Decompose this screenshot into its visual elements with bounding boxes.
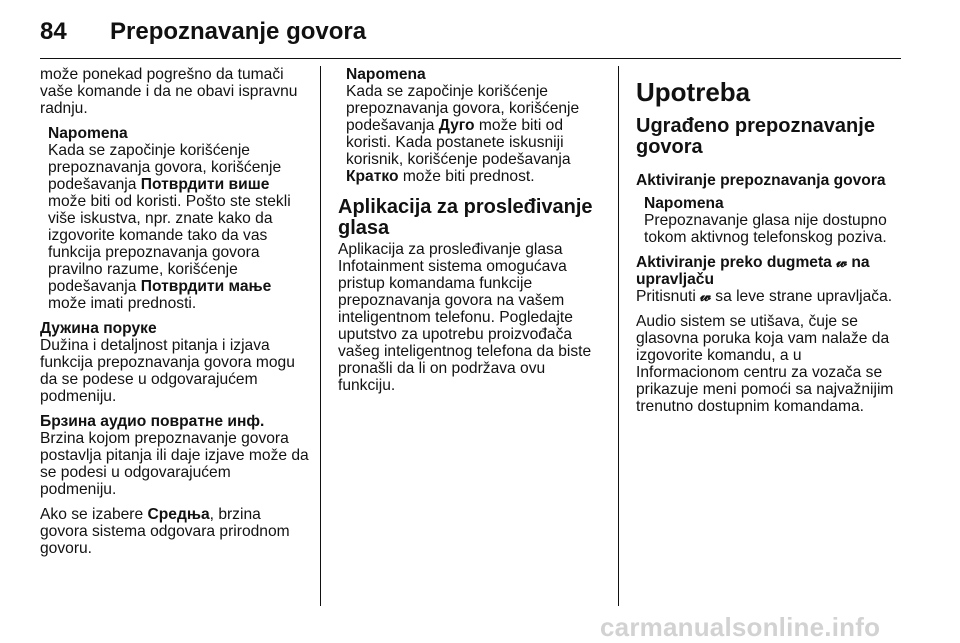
text-part: Aktiviranje preko dugmeta <box>636 254 837 271</box>
note-title: Napomena <box>644 195 724 212</box>
note-box <box>636 195 906 246</box>
note-text: Prepoznavanje glasa nije dostupno tokom aktivnog telefonskog poziva. <box>644 212 887 246</box>
section-body: Brzina kojom prepoznavanje govora postavlja pitanja ili daje izjave može da se podesi u odgovarajućem podmeniju. <box>40 430 309 498</box>
column-2 <box>338 66 604 402</box>
note-text-part: Kada se započinje korišćenje prepoznavanja govora, korišćenje podešavanja <box>48 142 282 193</box>
main-heading: Upotreba <box>636 77 751 107</box>
speech-button-icon: 𝓌 <box>700 288 711 305</box>
page-number: 84 <box>40 18 67 45</box>
setting-name: Дуго <box>438 117 475 134</box>
intro-paragraph: može ponekad pogrešno da tumači vaše komande i da ne obavi ispravnu radnju. <box>40 66 298 117</box>
setting-name: Потврдити мање <box>140 278 272 295</box>
section-title: Дужина поруке <box>40 320 157 337</box>
note-text <box>346 83 604 185</box>
column-1 <box>40 66 310 565</box>
setting-name: Средња <box>147 506 210 523</box>
page-title: Prepoznavanje govora <box>110 18 367 45</box>
setting-name: Потврдити више <box>140 176 270 193</box>
note-text-part: može biti prednost. <box>398 168 535 185</box>
section-body: Aplikacija za prosleđivanje glasa Infotainment sistema omogućava pristup komandama funkcije prepoznavanja govora na vašem inteligentnom telefonu. Pogledajte uputstvo za upotrebu proizvođača vašeg inteligentnog telefona da biste pronašli da li on podržava ovu funkciju. <box>338 241 592 394</box>
final-paragraph <box>40 506 310 557</box>
note-title: Napomena <box>346 66 426 83</box>
page-header <box>0 0 960 62</box>
section-title: Брзина аудио повратне инф. <box>40 413 265 430</box>
text-part: Ako se izabere <box>40 506 148 523</box>
description-paragraph: Audio sistem se utišava, čuje se glasovna poruka koja vam nalaže da izgovorite komandu, a u Informacionom centru za vozača se prikazuje meni pomoći sa najvažnijim trenutno dostupnim komandama. <box>636 313 894 415</box>
text-part: , brzina govora sistema odgovara prirodnom govoru. <box>40 506 290 557</box>
column-divider <box>618 66 619 606</box>
note-title: Napomena <box>48 125 128 142</box>
note-box <box>40 125 310 312</box>
note-text-part: može imati prednosti. <box>48 295 197 312</box>
text-part: na upravljaču <box>636 254 870 288</box>
note-text-part: Kada se započinje korišćenje prepoznavanja govora, korišćenje podešavanja <box>346 83 580 134</box>
section-body: Dužina i detaljnost pitanja i izjava funkcija prepoznavanja govora mogu da se podese u odgovarajućem podmeniju. <box>40 337 295 405</box>
sub-sub-heading: Aktiviranje prepoznavanja govora <box>636 172 886 189</box>
text-part: Pritisnuti <box>636 288 701 305</box>
note-box <box>338 66 604 185</box>
note-text <box>48 142 310 312</box>
text-part: sa leve strane upravljača. <box>710 288 893 305</box>
header-rule <box>40 58 901 59</box>
note-text-part: može biti od koristi. Pošto ste stekli više iskustva, npr. znate kako da izgovorite komande tako da vas funkcija prepoznavanja govora pravilno razume, korišćenje podešavanja <box>48 193 291 295</box>
note-text-part: može biti od koristi. Kada postanete iskusniji korisnik, korišćenje podešavanja <box>346 117 571 168</box>
button-heading <box>636 254 906 288</box>
watermark: carmanualsonline.info <box>600 612 881 642</box>
setting-name: Кратко <box>346 168 399 185</box>
sub-heading: Ugrađeno prepoznavanje govora <box>636 115 875 158</box>
section-heading: Aplikacija za prosleđivanje glasa <box>338 196 593 239</box>
column-divider <box>320 66 321 606</box>
column-3 <box>636 66 906 423</box>
speech-button-icon: 𝓌 <box>836 254 847 271</box>
instruction-paragraph <box>636 288 906 305</box>
